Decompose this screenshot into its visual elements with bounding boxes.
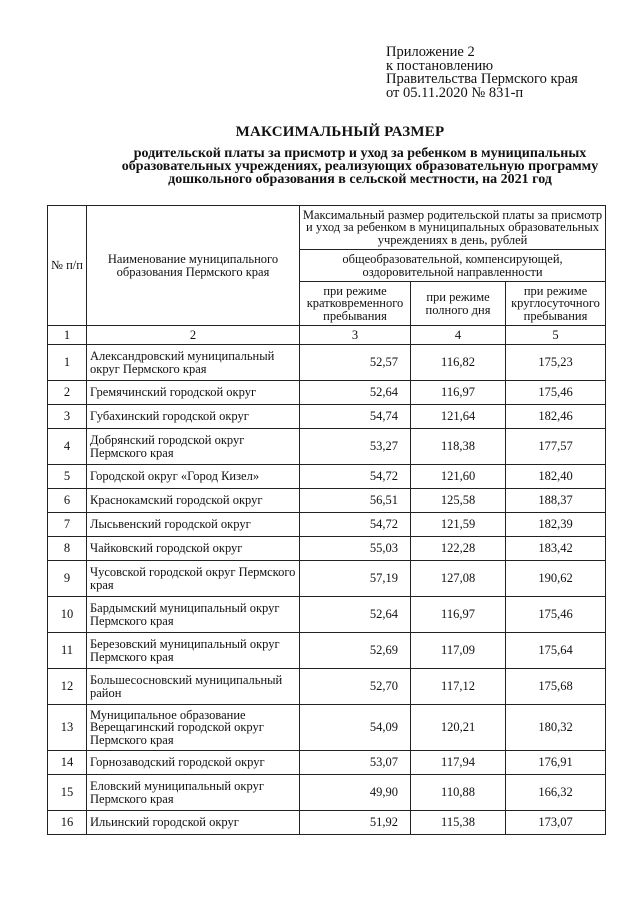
- fee-short: 52,57: [300, 345, 411, 381]
- index-cell: 3: [300, 326, 411, 345]
- municipality-name: Добрянский городской округ Пермского края: [87, 429, 300, 465]
- fee-full: 117,12: [411, 669, 506, 705]
- table-row: [48, 381, 606, 405]
- municipality-name: Чайковский городской округ: [87, 537, 300, 561]
- row-number: 9: [48, 561, 87, 597]
- col-header-no: № п/п: [48, 206, 87, 326]
- row-number: 7: [48, 513, 87, 537]
- table-row: [48, 561, 606, 597]
- municipality-name: Городской округ «Город Кизел»: [87, 465, 300, 489]
- fee-short: 51,92: [300, 811, 411, 835]
- row-number: 5: [48, 465, 87, 489]
- fee-round: 166,32: [506, 775, 606, 811]
- fee-full: 117,09: [411, 633, 506, 669]
- row-number: 15: [48, 775, 87, 811]
- fee-round: 175,64: [506, 633, 606, 669]
- municipality-name: Гремячинский городской округ: [87, 381, 300, 405]
- table-row: [48, 597, 606, 633]
- fee-round: 183,42: [506, 537, 606, 561]
- col-header-short: при режиме кратковременного пребывания: [300, 282, 411, 326]
- municipality-name: Большесосновский муниципальный район: [87, 669, 300, 705]
- fee-full: 121,60: [411, 465, 506, 489]
- table-row: [48, 429, 606, 465]
- table-row: [48, 669, 606, 705]
- municipality-name: Ильинский городской округ: [87, 811, 300, 835]
- fee-round: 175,46: [506, 381, 606, 405]
- fee-full: 115,38: [411, 811, 506, 835]
- subtitle-line: родительской платы за присмотр и уход за ребенком в муниципальных: [133, 146, 587, 161]
- fee-round: 177,57: [506, 429, 606, 465]
- municipality-name: Чусовской городской округ Пермского края: [87, 561, 300, 597]
- row-number: 11: [48, 633, 87, 669]
- appendix-line: к постановлению: [386, 57, 494, 74]
- table-row: [48, 775, 606, 811]
- row-number: 4: [48, 429, 87, 465]
- col-header-group: общеобразовательной, компенсирующей, оздоровительной направленности: [300, 250, 606, 282]
- fee-short: 49,90: [300, 775, 411, 811]
- table-row: [48, 465, 606, 489]
- index-row: [48, 326, 606, 345]
- fee-round: 182,46: [506, 405, 606, 429]
- fee-short: 56,51: [300, 489, 411, 513]
- fee-round: 175,46: [506, 597, 606, 633]
- municipality-name: Горнозаводский городской округ: [87, 751, 300, 775]
- fee-short: 54,74: [300, 405, 411, 429]
- fee-full: 116,97: [411, 381, 506, 405]
- fee-round: 175,68: [506, 669, 606, 705]
- fee-short: 52,69: [300, 633, 411, 669]
- municipality-name: Александровский муниципальный округ Пермского края: [87, 345, 300, 381]
- fee-round: 175,23: [506, 345, 606, 381]
- subtitle-line: дошкольного образования в сельской местности, на 2021 год: [168, 172, 552, 187]
- fee-short: 52,70: [300, 669, 411, 705]
- index-cell: 5: [506, 326, 606, 345]
- fee-short: 53,27: [300, 429, 411, 465]
- fee-full: 122,28: [411, 537, 506, 561]
- fee-full: 120,21: [411, 705, 506, 751]
- fee-full: 121,59: [411, 513, 506, 537]
- subtitle-line: образовательных учреждениях, реализующих образовательную программу: [121, 159, 599, 174]
- document-subtitle: [60, 147, 640, 186]
- row-number: 13: [48, 705, 87, 751]
- col-header-full: при режиме полного дня: [411, 282, 506, 326]
- appendix-header: [386, 46, 578, 100]
- appendix-line: от 05.11.2020 № 831-п: [386, 84, 524, 101]
- fee-round: 182,39: [506, 513, 606, 537]
- fee-round: 180,32: [506, 705, 606, 751]
- row-number: 3: [48, 405, 87, 429]
- fee-full: 125,58: [411, 489, 506, 513]
- col-header-max: Максимальный размер родительской платы за присмотр и уход за ребенком в муниципальных образовательных учреждениях в день, рублей: [300, 206, 606, 250]
- row-number: 6: [48, 489, 87, 513]
- fee-full: 116,82: [411, 345, 506, 381]
- fee-short: 52,64: [300, 597, 411, 633]
- fee-round: 173,07: [506, 811, 606, 835]
- row-number: 8: [48, 537, 87, 561]
- table-row: [48, 705, 606, 751]
- fee-full: 110,88: [411, 775, 506, 811]
- table-row: [48, 405, 606, 429]
- row-number: 12: [48, 669, 87, 705]
- fee-short: 54,72: [300, 465, 411, 489]
- table-row: [48, 751, 606, 775]
- index-cell: 1: [48, 326, 87, 345]
- municipality-name: Муниципальное образование Верещагинский городской округ Пермского края: [87, 705, 300, 751]
- appendix-line: Правительства Пермского края: [386, 71, 578, 87]
- row-number: 14: [48, 751, 87, 775]
- document-title: МАКСИМАЛЬНЫЙ РАЗМЕР: [235, 124, 445, 140]
- table-row: [48, 811, 606, 835]
- fee-full: 116,97: [411, 597, 506, 633]
- index-cell: 4: [411, 326, 506, 345]
- table-body: [48, 326, 606, 835]
- fee-short: 53,07: [300, 751, 411, 775]
- table-row: [48, 489, 606, 513]
- municipality-name: Еловский муниципальный округ Пермского края: [87, 775, 300, 811]
- fee-short: 52,64: [300, 381, 411, 405]
- fee-full: 117,94: [411, 751, 506, 775]
- fee-short: 55,03: [300, 537, 411, 561]
- fee-short: 57,19: [300, 561, 411, 597]
- appendix-line: Приложение 2: [386, 44, 475, 60]
- fee-full: 118,38: [411, 429, 506, 465]
- table-row: [48, 513, 606, 537]
- table-row: [48, 537, 606, 561]
- municipality-name: Губахинский городской округ: [87, 405, 300, 429]
- fee-short: 54,72: [300, 513, 411, 537]
- row-number: 1: [48, 345, 87, 381]
- col-header-name: Наименование муниципального образования Пермского края: [87, 206, 300, 326]
- municipality-name: Лысьвенский городской округ: [87, 513, 300, 537]
- fee-table: [47, 205, 606, 835]
- row-number: 16: [48, 811, 87, 835]
- fee-round: 190,62: [506, 561, 606, 597]
- table-row: [48, 633, 606, 669]
- municipality-name: Бардымский муниципальный округ Пермского края: [87, 597, 300, 633]
- fee-full: 127,08: [411, 561, 506, 597]
- row-number: 2: [48, 381, 87, 405]
- municipality-name: Березовский муниципальный округ Пермского края: [87, 633, 300, 669]
- fee-round: 188,37: [506, 489, 606, 513]
- fee-round: 176,91: [506, 751, 606, 775]
- fee-round: 182,40: [506, 465, 606, 489]
- fee-full: 121,64: [411, 405, 506, 429]
- index-cell: 2: [87, 326, 300, 345]
- municipality-name: Краснокамский городской округ: [87, 489, 300, 513]
- table-row: [48, 345, 606, 381]
- col-header-round: при режиме круглосуточного пребывания: [506, 282, 606, 326]
- fee-short: 54,09: [300, 705, 411, 751]
- row-number: 10: [48, 597, 87, 633]
